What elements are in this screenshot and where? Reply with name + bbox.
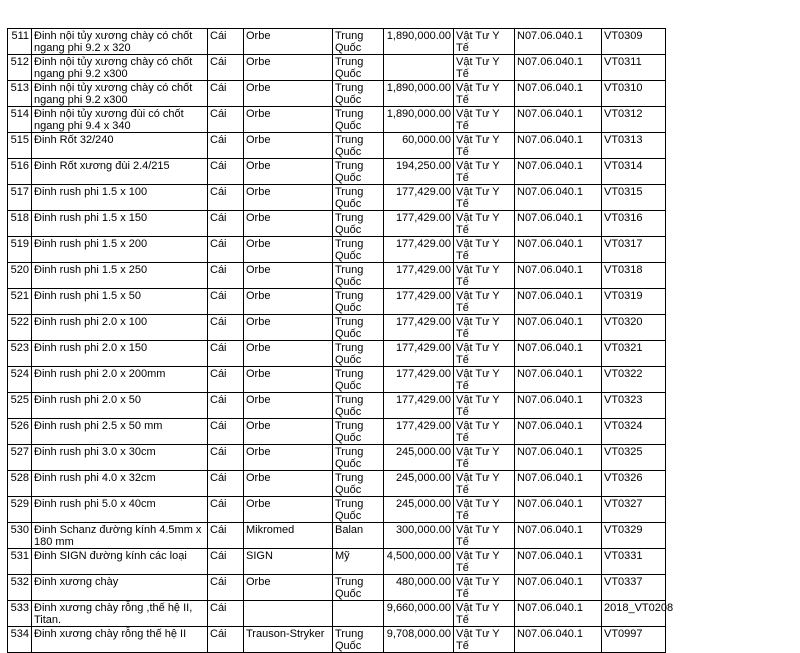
item-number-cell: 532 xyxy=(8,575,32,601)
item-id-cell: VT0322 xyxy=(602,367,666,393)
item-id-cell: VT0318 xyxy=(602,263,666,289)
item-number-cell: 527 xyxy=(8,445,32,471)
item-number-cell: 525 xyxy=(8,393,32,419)
unit-cell: Cái xyxy=(208,393,244,419)
price-cell: 4,500,000.00 xyxy=(384,549,454,575)
category-cell: Vật Tư Y Tế xyxy=(454,81,515,107)
item-number-cell: 534 xyxy=(8,627,32,653)
brand-cell: Orbe xyxy=(244,393,333,419)
code-cell: N07.06.040.1 xyxy=(515,419,602,445)
item-name-cell: Đinh xương chày xyxy=(32,575,208,601)
item-name-cell: Đinh SIGN đường kính các loại xyxy=(32,549,208,575)
unit-cell: Cái xyxy=(208,627,244,653)
item-id-cell: VT0316 xyxy=(602,211,666,237)
category-cell: Vật Tư Y Tế xyxy=(454,367,515,393)
unit-cell: Cái xyxy=(208,237,244,263)
origin-cell: Mỹ xyxy=(333,549,384,575)
category-cell: Vật Tư Y Tế xyxy=(454,29,515,55)
item-id-cell: VT0317 xyxy=(602,237,666,263)
origin-cell: Trung Quốc xyxy=(333,289,384,315)
unit-cell: Cái xyxy=(208,471,244,497)
brand-cell: Orbe xyxy=(244,445,333,471)
price-cell: 9,660,000.00 xyxy=(384,601,454,627)
item-number-cell: 513 xyxy=(8,81,32,107)
category-cell: Vật Tư Y Tế xyxy=(454,289,515,315)
brand-cell: Orbe xyxy=(244,211,333,237)
code-cell: N07.06.040.1 xyxy=(515,549,602,575)
price-cell: 245,000.00 xyxy=(384,497,454,523)
item-id-cell: VT0313 xyxy=(602,133,666,159)
brand-cell: Orbe xyxy=(244,107,333,133)
item-number-cell: 514 xyxy=(8,107,32,133)
category-cell: Vật Tư Y Tế xyxy=(454,523,515,549)
category-cell: Vật Tư Y Tế xyxy=(454,107,515,133)
item-id-cell: VT0329 xyxy=(602,523,666,549)
origin-cell: Trung Quốc xyxy=(333,237,384,263)
table-row xyxy=(8,237,666,263)
category-cell: Vật Tư Y Tế xyxy=(454,601,515,627)
code-cell: N07.06.040.1 xyxy=(515,393,602,419)
code-cell: N07.06.040.1 xyxy=(515,263,602,289)
category-cell: Vật Tư Y Tế xyxy=(454,55,515,81)
unit-cell: Cái xyxy=(208,107,244,133)
item-id-cell: VT0324 xyxy=(602,419,666,445)
code-cell: N07.06.040.1 xyxy=(515,133,602,159)
price-cell: 177,429.00 xyxy=(384,263,454,289)
item-number-cell: 522 xyxy=(8,315,32,341)
category-cell: Vật Tư Y Tế xyxy=(454,419,515,445)
table-body xyxy=(8,29,674,653)
item-number-cell: 530 xyxy=(8,523,32,549)
item-name-cell: Đinh rush phi 3.0 x 30cm xyxy=(32,445,208,471)
item-name-cell: Đinh rush phi 2.0 x 50 xyxy=(32,393,208,419)
brand-cell: Orbe xyxy=(244,159,333,185)
origin-cell: Trung Quốc xyxy=(333,341,384,367)
code-cell: N07.06.040.1 xyxy=(515,107,602,133)
item-name-cell: Đinh rush phi 1.5 x 200 xyxy=(32,237,208,263)
origin-cell: Trung Quốc xyxy=(333,497,384,523)
item-number-cell: 512 xyxy=(8,55,32,81)
origin-cell: Trung Quốc xyxy=(333,29,384,55)
table-row xyxy=(8,55,666,81)
category-cell: Vật Tư Y Tế xyxy=(454,497,515,523)
code-cell: N07.06.040.1 xyxy=(515,185,602,211)
brand-cell: Orbe xyxy=(244,367,333,393)
unit-cell: Cái xyxy=(208,367,244,393)
table-row xyxy=(8,471,666,497)
code-cell: N07.06.040.1 xyxy=(515,471,602,497)
item-name-cell: Đinh xương chày rỗng ,thế hệ II, Titan. xyxy=(32,601,208,627)
item-name-cell: Đinh rush phi 2.0 x 200mm xyxy=(32,367,208,393)
table-row xyxy=(8,445,666,471)
code-cell: N07.06.040.1 xyxy=(515,523,602,549)
origin-cell: Trung Quốc xyxy=(333,263,384,289)
item-name-cell: Đinh rush phi 1.5 x 250 xyxy=(32,263,208,289)
code-cell: N07.06.040.1 xyxy=(515,289,602,315)
code-cell: N07.06.040.1 xyxy=(515,627,602,653)
item-id-cell: VT0331 xyxy=(602,549,666,575)
brand-cell: Orbe xyxy=(244,185,333,211)
category-cell: Vật Tư Y Tế xyxy=(454,549,515,575)
code-cell: N07.06.040.1 xyxy=(515,29,602,55)
code-cell: N07.06.040.1 xyxy=(515,575,602,601)
table-row xyxy=(8,627,666,653)
item-name-cell: Đinh rush phi 1.5 x 50 xyxy=(32,289,208,315)
origin-cell: Trung Quốc xyxy=(333,627,384,653)
item-number-cell: 526 xyxy=(8,419,32,445)
category-cell: Vật Tư Y Tế xyxy=(454,237,515,263)
code-cell: N07.06.040.1 xyxy=(515,159,602,185)
item-id-cell: VT0320 xyxy=(602,315,666,341)
table-row xyxy=(8,81,666,107)
item-number-cell: 523 xyxy=(8,341,32,367)
brand-cell: Orbe xyxy=(244,341,333,367)
origin-cell: Trung Quốc xyxy=(333,185,384,211)
category-cell: Vật Tư Y Tế xyxy=(454,263,515,289)
unit-cell: Cái xyxy=(208,211,244,237)
price-cell: 300,000.00 xyxy=(384,523,454,549)
table-row xyxy=(8,185,666,211)
item-name-cell: Đinh nội tủy xương đùi có chốt ngang phi 9.4 x 340 xyxy=(32,107,208,133)
unit-cell: Cái xyxy=(208,575,244,601)
item-name-cell: Đinh Rốt 32/240 xyxy=(32,133,208,159)
item-id-cell: VT0314 xyxy=(602,159,666,185)
brand-cell: Orbe xyxy=(244,315,333,341)
unit-cell: Cái xyxy=(208,523,244,549)
table-row xyxy=(8,133,666,159)
item-number-cell: 518 xyxy=(8,211,32,237)
table-row xyxy=(8,367,666,393)
price-cell: 1,890,000.00 xyxy=(384,107,454,133)
item-id-cell: 2018_VT0208 xyxy=(602,601,666,627)
brand-cell: Orbe xyxy=(244,81,333,107)
brand-cell: Orbe xyxy=(244,289,333,315)
brand-cell: SIGN xyxy=(244,549,333,575)
item-number-cell: 529 xyxy=(8,497,32,523)
item-name-cell: Đinh rush phi 2.0 x 150 xyxy=(32,341,208,367)
brand-cell: Orbe xyxy=(244,237,333,263)
item-name-cell: Đinh xương chày rỗng thế hệ II xyxy=(32,627,208,653)
category-cell: Vật Tư Y Tế xyxy=(454,133,515,159)
supply-price-table xyxy=(7,28,674,653)
item-name-cell: Đinh nội tủy xương chày có chốt ngang phi 9.2 x300 xyxy=(32,55,208,81)
unit-cell: Cái xyxy=(208,445,244,471)
item-number-cell: 517 xyxy=(8,185,32,211)
brand-cell: Trauson-Stryker xyxy=(244,627,333,653)
unit-cell: Cái xyxy=(208,549,244,575)
origin-cell: Trung Quốc xyxy=(333,445,384,471)
origin-cell: Balan xyxy=(333,523,384,549)
price-cell: 177,429.00 xyxy=(384,393,454,419)
brand-cell: Orbe xyxy=(244,497,333,523)
brand-cell xyxy=(244,601,333,627)
origin-cell xyxy=(333,601,384,627)
item-number-cell: 520 xyxy=(8,263,32,289)
unit-cell: Cái xyxy=(208,315,244,341)
item-number-cell: 528 xyxy=(8,471,32,497)
item-id-cell: VT0312 xyxy=(602,107,666,133)
item-id-cell: VT0327 xyxy=(602,497,666,523)
origin-cell: Trung Quốc xyxy=(333,367,384,393)
price-cell: 60,000.00 xyxy=(384,133,454,159)
price-cell xyxy=(384,55,454,81)
brand-cell: Orbe xyxy=(244,29,333,55)
item-id-cell: VT0337 xyxy=(602,575,666,601)
table-row xyxy=(8,159,666,185)
price-cell: 177,429.00 xyxy=(384,237,454,263)
item-name-cell: Đinh rush phi 1.5 x 150 xyxy=(32,211,208,237)
origin-cell: Trung Quốc xyxy=(333,107,384,133)
item-name-cell: Đinh rush phi 5.0 x 40cm xyxy=(32,497,208,523)
item-id-cell: VT0323 xyxy=(602,393,666,419)
table-row xyxy=(8,263,666,289)
item-name-cell: Đinh Rốt xương đùi 2.4/215 xyxy=(32,159,208,185)
unit-cell: Cái xyxy=(208,601,244,627)
origin-cell: Trung Quốc xyxy=(333,133,384,159)
table-row xyxy=(8,315,666,341)
item-name-cell: Đinh rush phi 2.5 x 50 mm xyxy=(32,419,208,445)
unit-cell: Cái xyxy=(208,159,244,185)
code-cell: N07.06.040.1 xyxy=(515,601,602,627)
category-cell: Vật Tư Y Tế xyxy=(454,575,515,601)
unit-cell: Cái xyxy=(208,29,244,55)
table-row xyxy=(8,393,666,419)
code-cell: N07.06.040.1 xyxy=(515,211,602,237)
price-cell: 177,429.00 xyxy=(384,367,454,393)
item-number-cell: 524 xyxy=(8,367,32,393)
item-name-cell: Đinh rush phi 4.0 x 32cm xyxy=(32,471,208,497)
unit-cell: Cái xyxy=(208,81,244,107)
table-row xyxy=(8,497,666,523)
item-id-cell: VT0997 xyxy=(602,627,666,653)
table-row xyxy=(8,549,666,575)
brand-cell: Orbe xyxy=(244,471,333,497)
item-id-cell: VT0311 xyxy=(602,55,666,81)
item-name-cell: Đinh rush phi 1.5 x 100 xyxy=(32,185,208,211)
unit-cell: Cái xyxy=(208,55,244,81)
item-id-cell: VT0319 xyxy=(602,289,666,315)
unit-cell: Cái xyxy=(208,133,244,159)
item-id-cell: VT0325 xyxy=(602,445,666,471)
item-name-cell: Đinh Schanz đường kính 4.5mm x 180 mm xyxy=(32,523,208,549)
price-cell: 177,429.00 xyxy=(384,315,454,341)
item-id-cell: VT0315 xyxy=(602,185,666,211)
origin-cell: Trung Quốc xyxy=(333,419,384,445)
item-id-cell: VT0310 xyxy=(602,81,666,107)
code-cell: N07.06.040.1 xyxy=(515,237,602,263)
brand-cell: Orbe xyxy=(244,263,333,289)
category-cell: Vật Tư Y Tế xyxy=(454,627,515,653)
price-cell: 177,429.00 xyxy=(384,419,454,445)
category-cell: Vật Tư Y Tế xyxy=(454,393,515,419)
price-cell: 194,250.00 xyxy=(384,159,454,185)
brand-cell: Mikromed xyxy=(244,523,333,549)
code-cell: N07.06.040.1 xyxy=(515,341,602,367)
table-row xyxy=(8,523,666,549)
item-number-cell: 533 xyxy=(8,601,32,627)
origin-cell: Trung Quốc xyxy=(333,575,384,601)
origin-cell: Trung Quốc xyxy=(333,471,384,497)
table-row xyxy=(8,341,666,367)
category-cell: Vật Tư Y Tế xyxy=(454,159,515,185)
item-number-cell: 511 xyxy=(8,29,32,55)
code-cell: N07.06.040.1 xyxy=(515,445,602,471)
unit-cell: Cái xyxy=(208,419,244,445)
item-number-cell: 515 xyxy=(8,133,32,159)
brand-cell: Orbe xyxy=(244,575,333,601)
origin-cell: Trung Quốc xyxy=(333,159,384,185)
item-number-cell: 521 xyxy=(8,289,32,315)
price-cell: 9,708,000.00 xyxy=(384,627,454,653)
code-cell: N07.06.040.1 xyxy=(515,81,602,107)
price-cell: 245,000.00 xyxy=(384,445,454,471)
category-cell: Vật Tư Y Tế xyxy=(454,185,515,211)
item-id-cell: VT0309 xyxy=(602,29,666,55)
item-id-cell: VT0321 xyxy=(602,341,666,367)
price-cell: 1,890,000.00 xyxy=(384,29,454,55)
origin-cell: Trung Quốc xyxy=(333,211,384,237)
price-cell: 245,000.00 xyxy=(384,471,454,497)
brand-cell: Orbe xyxy=(244,419,333,445)
code-cell: N07.06.040.1 xyxy=(515,497,602,523)
table-row xyxy=(8,289,666,315)
table-row xyxy=(8,601,666,627)
item-name-cell: Đinh rush phi 2.0 x 100 xyxy=(32,315,208,341)
origin-cell: Trung Quốc xyxy=(333,315,384,341)
price-cell: 177,429.00 xyxy=(384,185,454,211)
price-cell: 1,890,000.00 xyxy=(384,81,454,107)
item-name-cell: Đinh nội tủy xương chày có chốt ngang phi 9.2 x 320 xyxy=(32,29,208,55)
item-number-cell: 519 xyxy=(8,237,32,263)
category-cell: Vật Tư Y Tế xyxy=(454,341,515,367)
origin-cell: Trung Quốc xyxy=(333,81,384,107)
code-cell: N07.06.040.1 xyxy=(515,55,602,81)
item-name-cell: Đinh nội tủy xương chày có chốt ngang phi 9.2 x300 xyxy=(32,81,208,107)
table-row xyxy=(8,419,666,445)
price-cell: 177,429.00 xyxy=(384,341,454,367)
category-cell: Vật Tư Y Tế xyxy=(454,471,515,497)
origin-cell: Trung Quốc xyxy=(333,393,384,419)
code-cell: N07.06.040.1 xyxy=(515,315,602,341)
table-row xyxy=(8,575,666,601)
unit-cell: Cái xyxy=(208,341,244,367)
category-cell: Vật Tư Y Tế xyxy=(454,211,515,237)
item-id-cell: VT0326 xyxy=(602,471,666,497)
unit-cell: Cái xyxy=(208,289,244,315)
unit-cell: Cái xyxy=(208,263,244,289)
price-cell: 177,429.00 xyxy=(384,289,454,315)
unit-cell: Cái xyxy=(208,497,244,523)
table-row xyxy=(8,29,666,55)
category-cell: Vật Tư Y Tế xyxy=(454,315,515,341)
price-cell: 480,000.00 xyxy=(384,575,454,601)
price-cell: 177,429.00 xyxy=(384,211,454,237)
brand-cell: Orbe xyxy=(244,133,333,159)
table-row xyxy=(8,107,666,133)
table-row xyxy=(8,211,666,237)
brand-cell: Orbe xyxy=(244,55,333,81)
category-cell: Vật Tư Y Tế xyxy=(454,445,515,471)
item-number-cell: 516 xyxy=(8,159,32,185)
item-number-cell: 531 xyxy=(8,549,32,575)
origin-cell: Trung Quốc xyxy=(333,55,384,81)
code-cell: N07.06.040.1 xyxy=(515,367,602,393)
unit-cell: Cái xyxy=(208,185,244,211)
